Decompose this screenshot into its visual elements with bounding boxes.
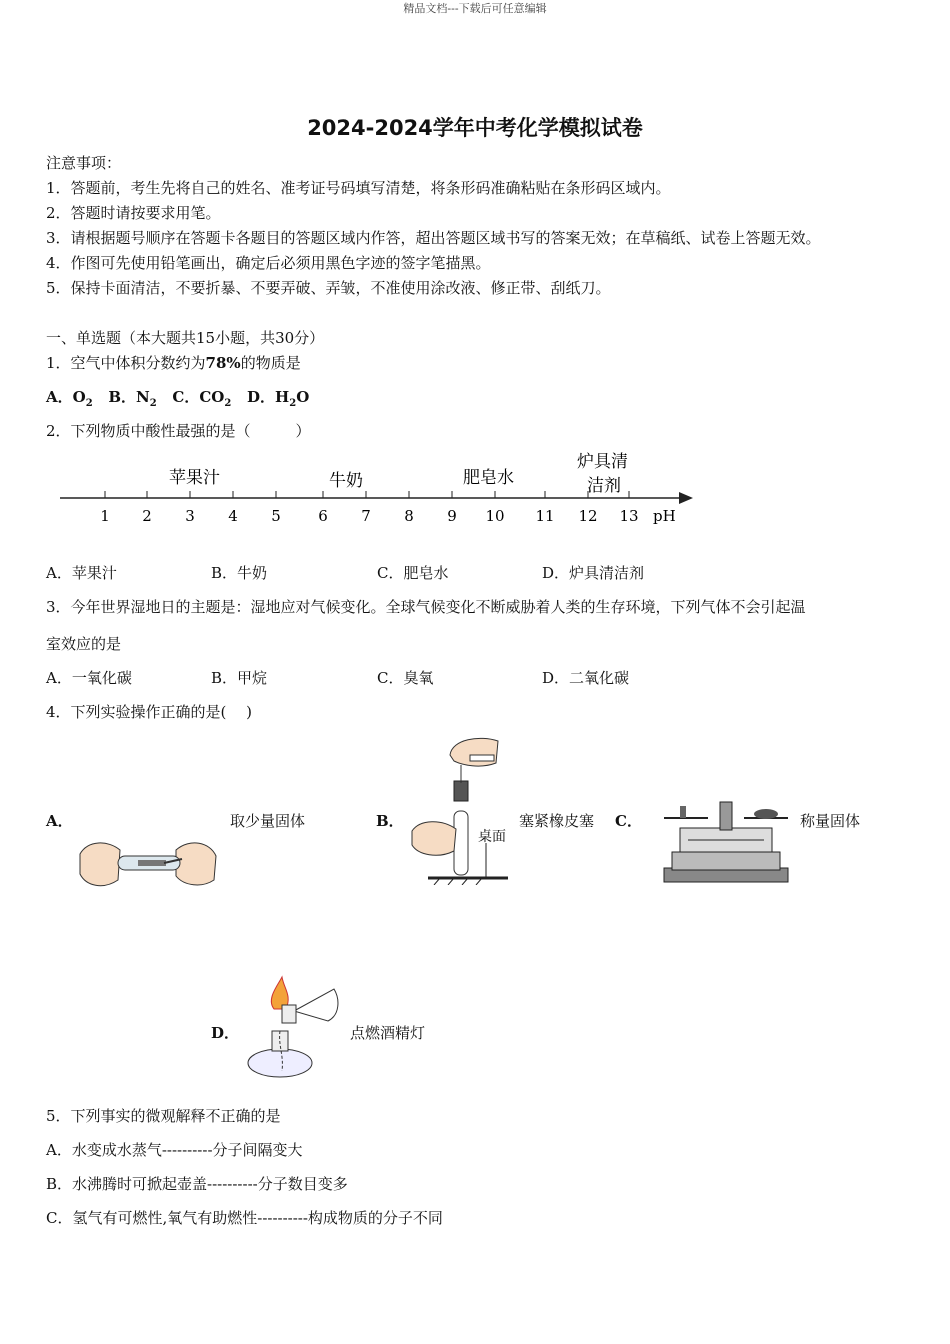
option-c-caption: 称量固体 — [800, 812, 861, 830]
ph-tick-label: 11 — [535, 507, 555, 525]
option-d[interactable]: D．炉具清洁剂 — [542, 564, 645, 582]
option-d-letter[interactable]: D． — [211, 1024, 240, 1042]
ph-tick-label: 3 — [185, 507, 195, 525]
ph-label-cleaner-line1: 炉具清 — [577, 452, 628, 472]
ph-tick-label: 12 — [578, 507, 598, 525]
option-d[interactable]: D．$H_2O$ — [247, 388, 310, 409]
question-4-stem: 4．下列实验操作正确的是( ) — [46, 703, 253, 721]
notice-item: 3．请根据题号顺序在答题卡各题目的答题区域内作答，超出答题区域书写的答案无效；在草稿纸、试卷上答题无效。 — [46, 229, 821, 247]
ph-tick-label: 10 — [485, 507, 505, 525]
question-5-option-c[interactable]: C．氢气有可燃性,氧气有助燃性----------构成物质的分子不同 — [46, 1209, 443, 1227]
question-5-option-b[interactable]: B．水沸腾时可掀起壶盖----------分子数目变多 — [46, 1175, 348, 1193]
notice-item: 1．答题前，考生先将自己的姓名、准考证号码填写清楚，将条形码准确粘贴在条形码区域内。 — [46, 179, 671, 197]
option-b-caption: 塞紧橡皮塞 — [519, 812, 595, 830]
question-3-stem-line2: 室效应的是 — [46, 635, 122, 653]
ph-label-milk: 牛奶 — [329, 471, 363, 491]
ph-tick-label: 8 — [404, 507, 414, 525]
ph-tick-label: 4 — [228, 507, 238, 525]
option-a-caption: 取少量固体 — [230, 812, 306, 830]
option-a[interactable]: A．苹果汁 — [46, 564, 117, 582]
table-surface-label: 桌面 — [478, 829, 506, 845]
ph-tick-label: 9 — [447, 507, 457, 525]
page-header: 精品文档---下载后可任意编辑 — [403, 2, 547, 15]
alcohol-lamp-illustration — [244, 975, 344, 1080]
notice-item: 4．作图可先使用铅笔画出，确定后必须用黑色字迹的签字笔描黑。 — [46, 254, 491, 272]
ph-tick-label: 13 — [619, 507, 639, 525]
ph-axis-unit: pH — [653, 507, 676, 525]
question-1-options — [46, 386, 309, 409]
option-a[interactable]: A．一氧化碳 — [46, 669, 132, 687]
page-title: 2024-2024学年中考化学模拟试卷 — [307, 116, 643, 140]
option-b[interactable]: B．$N_2$ — [108, 388, 157, 409]
section-heading: 一、单选题（本大题共15小题，共30分） — [46, 329, 325, 347]
notice-heading: 注意事项： — [46, 154, 122, 172]
ph-tick-label: 7 — [361, 507, 371, 525]
stopper-illustration — [410, 735, 510, 885]
ph-label-cleaner-line2: 洁剂 — [587, 476, 621, 496]
ph-label-soap-water: 肥皂水 — [463, 468, 514, 488]
test-tube-solid-illustration — [78, 834, 218, 890]
notice-item: 2．答题时请按要求用笔。 — [46, 204, 221, 222]
option-b[interactable]: B．甲烷 — [211, 669, 268, 687]
option-a-letter[interactable]: A． — [46, 812, 73, 830]
option-d[interactable]: D．二氧化碳 — [542, 669, 630, 687]
question-1-stem: 1．空气中体积分数约为78%的物质是 — [46, 354, 301, 372]
option-a[interactable]: A．$O_2$ — [46, 388, 93, 409]
ph-tick-label: 5 — [271, 507, 281, 525]
option-d-caption: 点燃酒精灯 — [350, 1024, 426, 1042]
ph-tick-label: 1 — [100, 507, 110, 525]
ph-tick-label: 2 — [142, 507, 152, 525]
option-b[interactable]: B．牛奶 — [211, 564, 268, 582]
option-c[interactable]: C．臭氧 — [377, 669, 434, 687]
balance-illustration — [658, 792, 793, 884]
ph-tick-label: 6 — [318, 507, 328, 525]
option-b-letter[interactable]: B． — [376, 812, 404, 830]
option-c[interactable]: C．肥皂水 — [377, 564, 449, 582]
question-5-option-a[interactable]: A．水变成水蒸气----------分子间隔变大 — [46, 1141, 303, 1159]
question-5-stem: 5．下列事实的微观解释不正确的是 — [46, 1107, 281, 1125]
option-c[interactable]: C．$CO_2$ — [172, 388, 232, 409]
question-3-stem-line1: 3．今年世界湿地日的主题是：湿地应对气候变化。全球气候变化不断威胁着人类的生存环境，下列气体不会引起温 — [46, 598, 806, 616]
notice-item: 5．保持卡面清洁，不要折暴、不要弄破、弄皱，不准使用涂改液、修正带、刮纸刀。 — [46, 279, 611, 297]
option-c-letter[interactable]: C． — [615, 812, 642, 830]
ph-scale-figure — [55, 448, 705, 528]
ph-label-apple-juice: 苹果汁 — [169, 468, 220, 488]
question-2-stem: 2．下列物质中酸性最强的是（ ） — [46, 422, 311, 440]
